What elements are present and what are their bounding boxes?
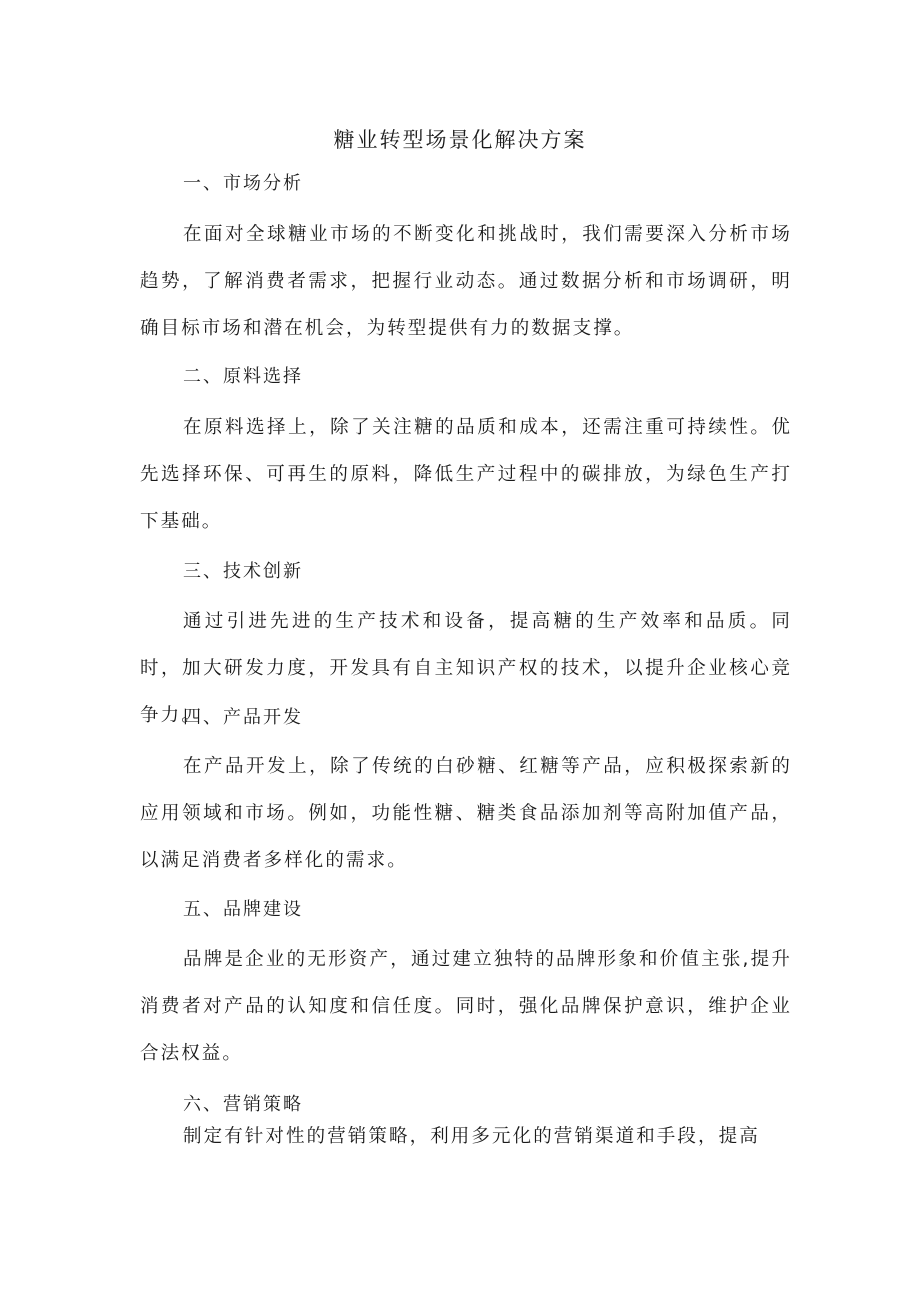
section-heading-tech-innovation: 三、技术创新 [183,561,303,582]
section-body-tech-innovation: 通过引进先进的生产技术和设备，提高糖的生产效率和品质。同时，加大研发力度，开发具有自主知识产权的技术，以提升企业核心竞争力。 [140,611,792,726]
section-heading-brand-building: 五、品牌建设 [183,899,303,920]
section-body-brand-building: 品牌是企业的无形资产，通过建立独特的品牌形象和价值主张,提升消费者对产品的认知度和信任度。同时，强化品牌保护意识，维护企业合法权益。 [140,949,792,1064]
section-heading-raw-material: 二、原料选择 [183,366,303,387]
section-body-market-analysis: 在面对全球糖业市场的不断变化和挑战时，我们需要深入分析市场趋势，了解消费者需求，把握行业动态。通过数据分析和市场调研，明确目标市场和潜在机会，为转型提供有力的数据支撑。 [140,224,792,339]
document-title: 糖业转型场景化解决方案 [333,128,587,152]
section-body-raw-material: 在原料选择上，除了关注糖的品质和成本，还需注重可持续性。优先选择环保、可再生的原料，降低生产过程中的碳排放，为绿色生产打下基础。 [140,417,792,532]
section-body-marketing-strategy: 制定有针对性的营销策略，利用多元化的营销渠道和手段，提高 [183,1126,760,1147]
section-heading-product-development: 四、产品开发 [183,707,303,728]
section-body-product-development: 在产品开发上，除了传统的白砂糖、红糖等产品，应积极探索新的应用领域和市场。例如，功能性糖、糖类食品添加剂等高附加值产品，以满足消费者多样化的需求。 [140,756,792,871]
section-heading-market-analysis: 一、市场分析 [183,173,303,194]
section-heading-marketing-strategy: 六、营销策略 [183,1094,303,1115]
